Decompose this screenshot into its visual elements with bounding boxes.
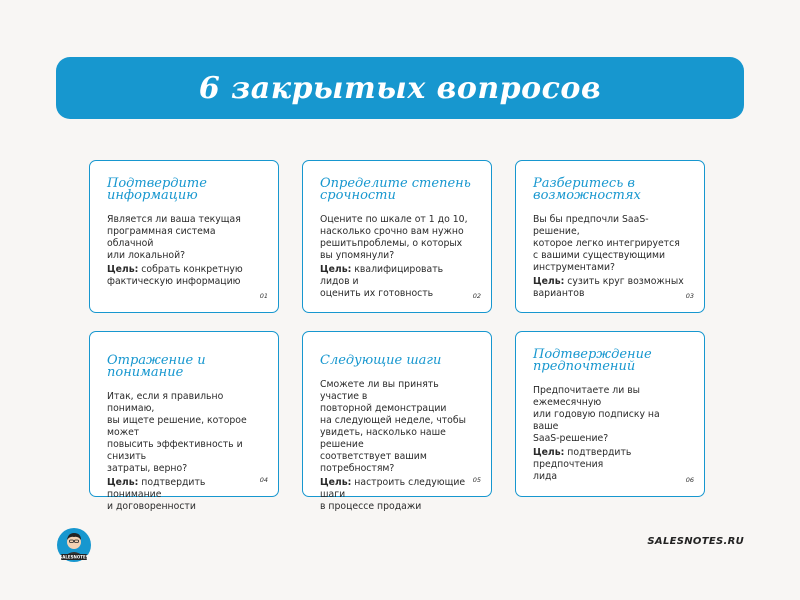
card-question: Является ли ваша текущая программная система облачной или локальной? [107,214,241,261]
card-title: Определите степень срочности [320,176,471,203]
goal-label: Цель: [533,447,565,458]
card-urgency [302,160,492,313]
card-title: Подтвердите информацию [107,176,207,203]
card-question: Оцените по шкале от 1 до 10, насколько срочно вам нужно решитьпроблемы, о которых вы упомянули? [320,214,468,261]
card-number: 06 [685,476,694,484]
card-reflection [89,331,279,512]
card-goal [320,477,475,513]
goal-label: Цель: [107,264,139,275]
card-number: 04 [259,476,268,484]
card-goal [107,264,262,288]
site-url[interactable]: SALESNOTES.RU [647,536,744,547]
goal-text: настроить следующие шаги в процессе продажи [320,477,466,512]
card-goal [320,264,475,300]
card-goal [533,276,688,300]
goal-label: Цель: [107,477,139,488]
goal-label: Цель: [320,477,352,488]
card-title: Подтверждение предпочтений [533,347,652,374]
card-question: Вы бы предпочли SaaS-решение, которое легко интегрируется с вашими существующими инструментами? [533,214,680,273]
header-banner [56,57,744,119]
goal-text: собрать конкретную фактическую информацию [107,264,243,287]
card-title: Следующие шаги [320,353,442,368]
card-capabilities [515,160,705,313]
card-number: 03 [685,292,694,300]
card-confirm-info [89,160,279,313]
card-question: Итак, если я правильно понимаю, вы ищете решение, которое может повысить эффективность и снизить затраты, верно? [107,391,247,474]
card-preferences [515,331,705,497]
goal-text: подтвердить предпочтения лида [533,447,632,482]
card-number: 02 [472,292,481,300]
salesnotes-logo [56,527,92,563]
goal-label: Цель: [320,264,352,275]
card-title: Разберитесь в возможностях [533,176,641,203]
card-next-steps [302,331,492,512]
goal-text: подтвердить понимание и договоренности [107,477,206,512]
logo-text: SALESNOTES [59,554,89,560]
card-question: Предпочитаете ли вы ежемесячную или годовую подписку на ваше SaaS-решение? [533,385,660,444]
card-question: Сможете ли вы принять участие в повторной демонстрации на следующей неделе, чтобы увидеть, насколько наше решение соответствует вашим потребностям? [320,379,466,474]
card-number: 05 [472,476,481,484]
goal-text: квалифицировать лидов и оценить их готовность [320,264,444,299]
card-goal [533,447,688,483]
card-goal [107,477,262,513]
page-title: 6 закрытых вопросов [198,70,602,106]
goal-label: Цель: [533,276,565,287]
goal-text: сузить круг возможных вариантов [533,276,684,299]
card-title: Отражение и понимание [107,353,206,380]
card-number: 01 [259,292,268,300]
